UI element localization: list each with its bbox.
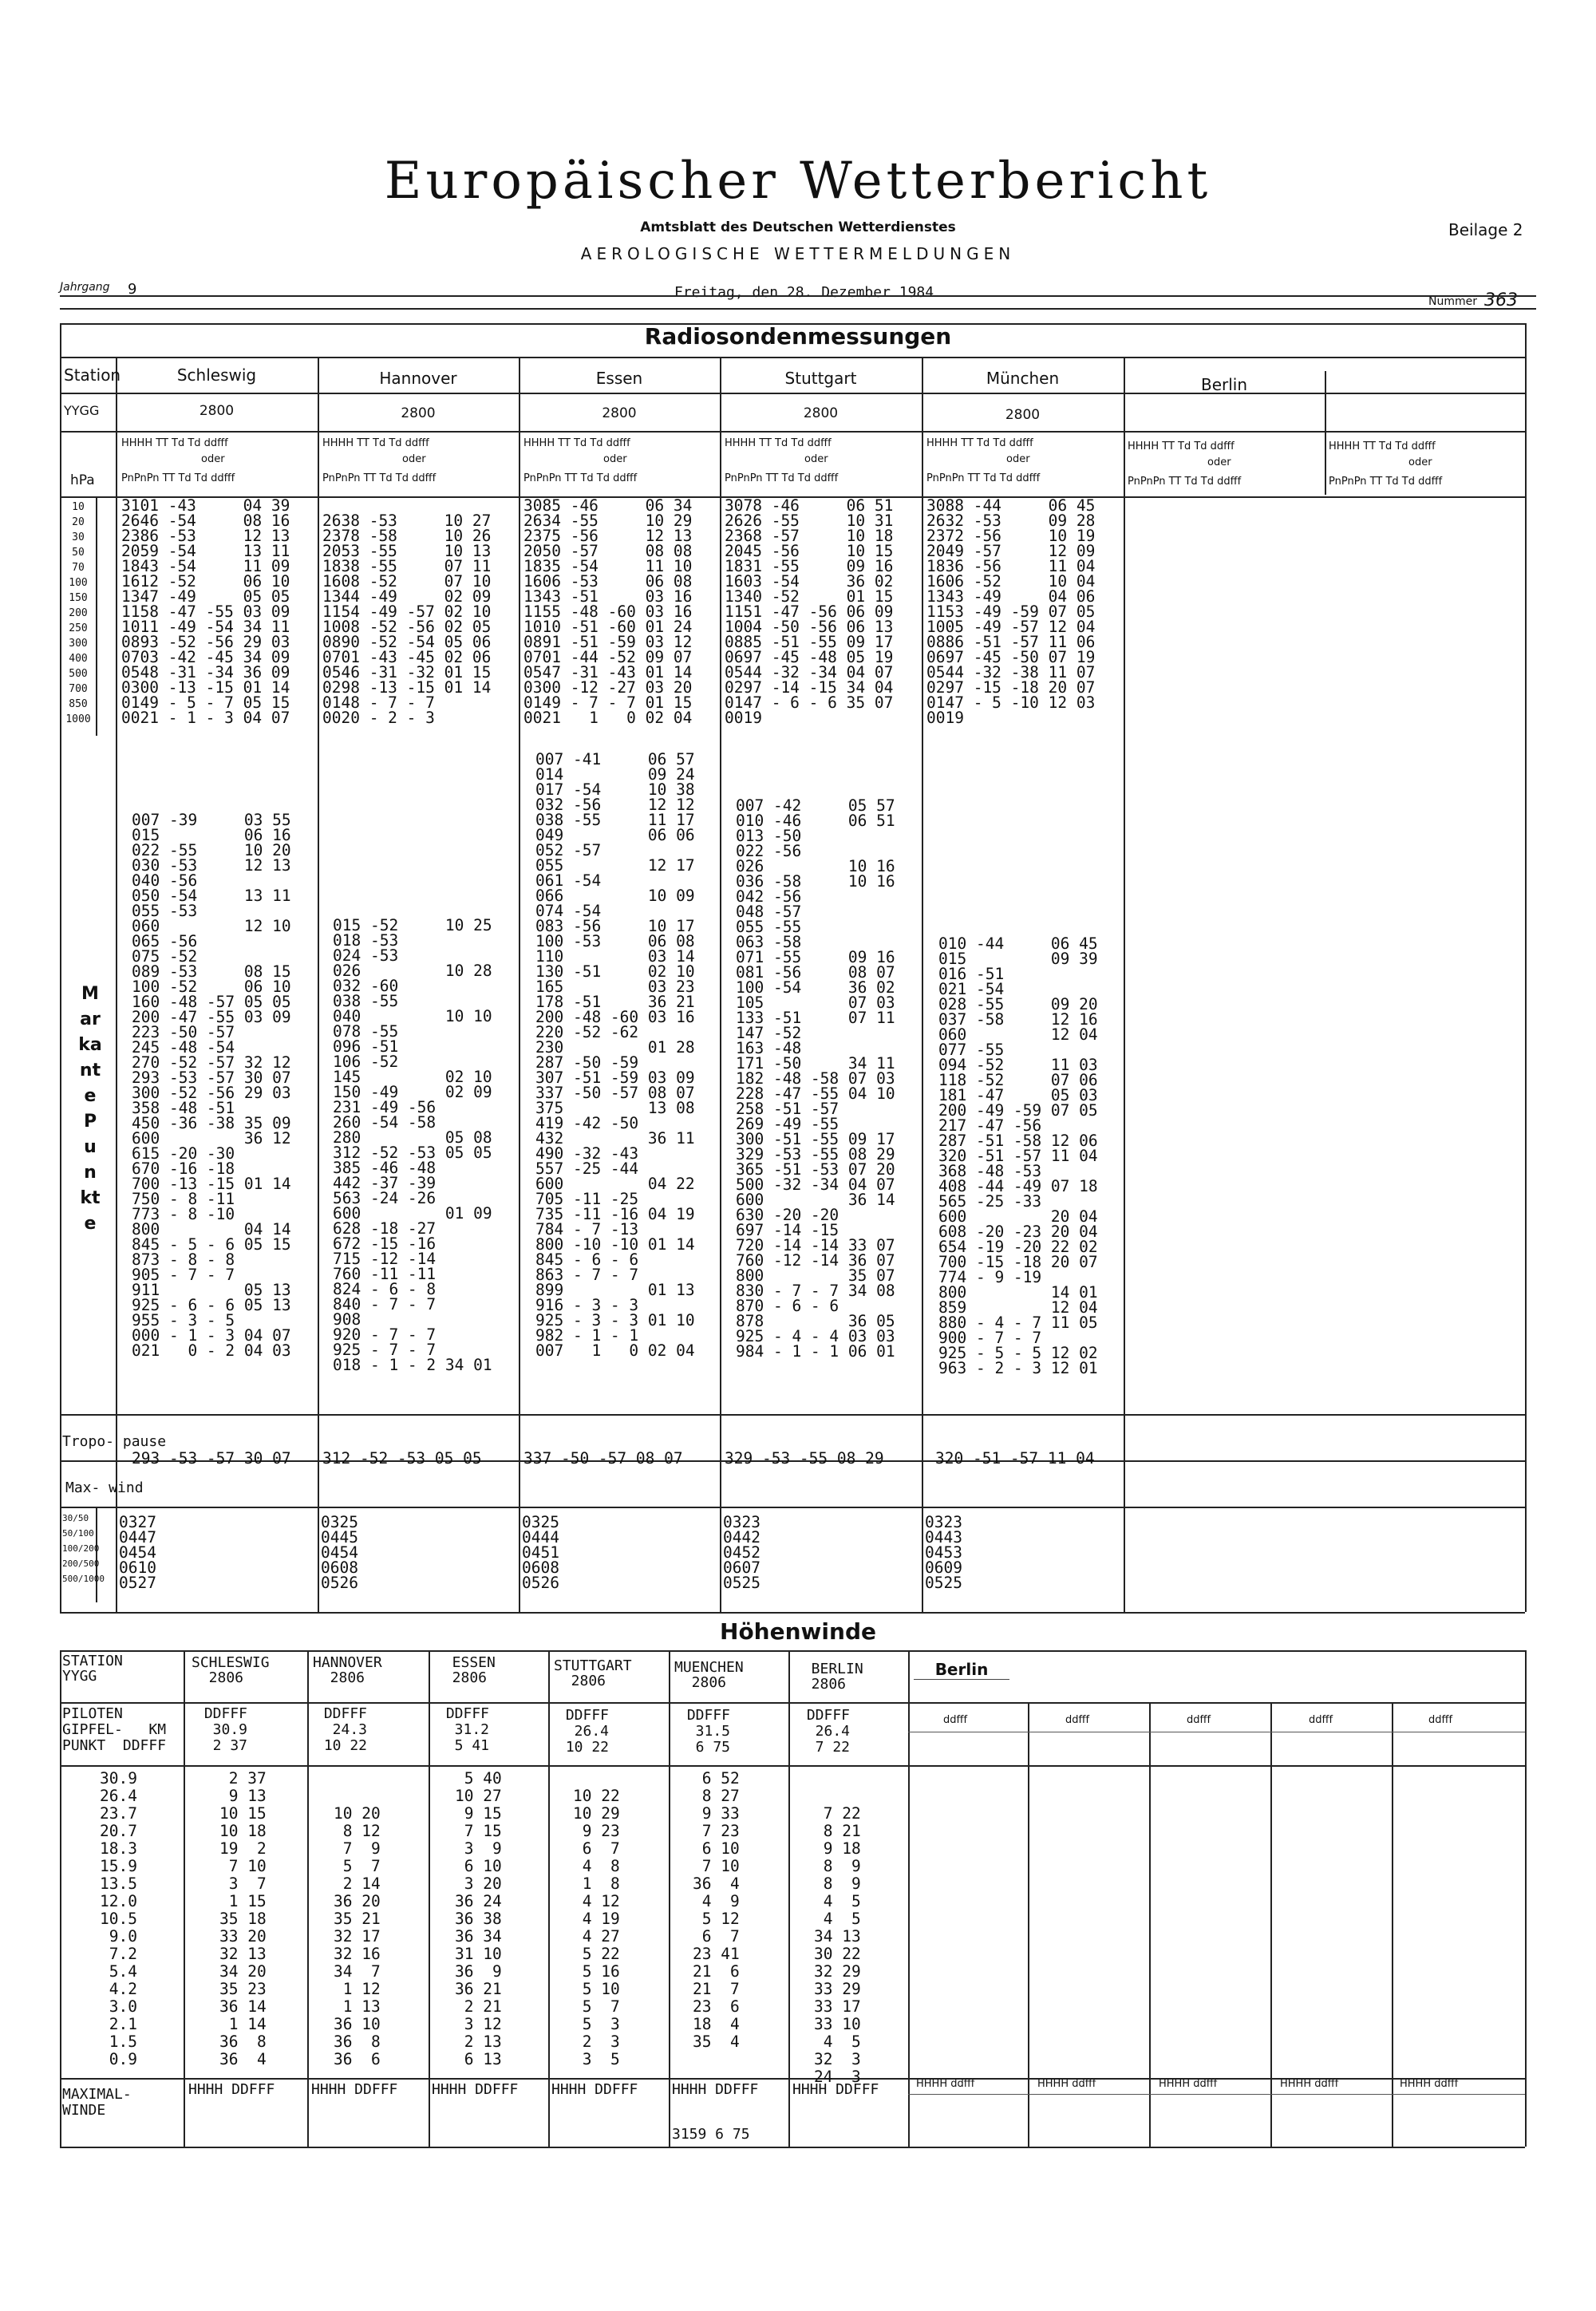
col-header: HHHH TT Td Td ddfff <box>1128 440 1235 452</box>
col-header: HHHH TT Td Td ddfff <box>926 437 1033 449</box>
table-rule <box>60 1702 1525 1704</box>
yygg-hannover: 2800 <box>401 405 436 421</box>
col-rule <box>788 1650 790 2147</box>
max-col-header: HHHH DDFFF <box>432 2081 519 2098</box>
maxwind-essen: 0325 0444 0451 0608 0526 <box>522 1513 559 1592</box>
aerologische-heading: AEROLOGISCHE WETTERMELDUNGEN <box>580 244 1016 263</box>
maximal-label: MAXIMAL- WINDE <box>62 2086 132 2119</box>
max-col-header: HHHH DDFFF <box>672 2081 759 2098</box>
hpa-rule <box>96 496 97 736</box>
max-col-header: HHHH DDFFF <box>188 2081 275 2098</box>
station-label: STATION YYGG <box>62 1653 123 1685</box>
nummer-value: 363 <box>1484 290 1518 310</box>
col-rule <box>116 357 117 1612</box>
max-berlin-header: HHHH ddfff <box>1280 2078 1339 2090</box>
col-header: PnPnPn TT Td Td ddfff <box>523 472 638 484</box>
table-rule <box>60 431 1525 433</box>
max-muenchen-value: 3159 6 75 <box>672 2126 750 2143</box>
table-border <box>60 323 1525 325</box>
col-header-oder: oder <box>1006 453 1030 465</box>
tropo-hannover: 312 -52 -53 05 05 <box>322 1449 482 1468</box>
maxwind-levels: 30/50 50/100 100/200 200/500 500/1000 <box>62 1513 105 1584</box>
table-border <box>1525 323 1527 1612</box>
gipfel-essen: DDFFF 31.2 5 41 <box>445 1705 490 1754</box>
nummer-label: Nummer <box>1428 295 1477 308</box>
col-header: PnPnPn TT Td Td ddfff <box>322 472 437 484</box>
col-header: PnPnPn TT Td Td ddfff <box>1128 476 1242 488</box>
col-header: HHHH TT Td Td ddfff <box>725 437 832 449</box>
col-rule <box>1392 1702 1393 2147</box>
table-rule <box>60 1612 1525 1614</box>
std-essen: 3085 -46 06 34 2634 -55 10 29 2375 -56 12 13 2050 -57 08 08 1835 -54 11 10 1606 -53 06 08 1343 -51 03 16 1155 -48 -60 03 16 1010 -51 -60 01 24 0891 -51 -59 03 12 0701 -44 -52 09 07 0547 -31 -43 01 14 0300 -12 -27 03 20 0149 - 7 - 7 01 15 0021 1 0 02 04 <box>523 496 693 727</box>
col-rule <box>318 357 319 1612</box>
yygg-muenchen: 2800 <box>1005 407 1041 423</box>
hw-station-schleswig: SCHLESWIG 2806 <box>192 1654 270 1686</box>
max-berlin-header: HHHH ddfff <box>1400 2078 1459 2090</box>
piloten-label: PILOTEN GIPFEL- KM PUNKT DDFFF <box>62 1705 167 1754</box>
table-rule <box>60 2147 1525 2148</box>
hw-winds-hannover: 10 20 8 12 7 9 5 7 2 14 36 20 35 21 32 17 32 16 34 7 1 12 1 13 36 10 36 8 36 6 <box>334 1804 381 2068</box>
hw-heights: 30.9 26.4 23.7 20.7 18.3 15.9 13.5 12.0 10.5 9.0 7.2 5.4 4.2 3.0 2.1 1.5 0.9 <box>100 1769 137 2068</box>
tropo-label: Tropo- pause <box>62 1433 167 1450</box>
gipfel-berlin: DDFFF 26.4 7 22 <box>806 1707 851 1756</box>
maxwind-stuttgart: 0323 0442 0452 0607 0525 <box>723 1513 760 1592</box>
berlin-col-ddfff: ddfff <box>1065 1714 1090 1726</box>
hw-station-muenchen: MUENCHEN 2806 <box>674 1659 744 1691</box>
max-col-header: HHHH DDFFF <box>311 2081 398 2098</box>
issue-date: Freitag, den 28. Dezember 1984 <box>674 284 934 301</box>
hw-winds-essen: 5 40 10 27 9 15 7 15 3 9 6 10 3 20 36 24 36 38 36 34 31 10 36 9 36 21 2 21 3 12 2 13 6 13 <box>455 1769 502 2068</box>
station-schleswig: Schleswig <box>176 365 257 385</box>
col-header-oder: oder <box>1408 456 1432 468</box>
station-stuttgart: Stuttgart <box>784 369 857 388</box>
col-header: HHHH TT Td Td ddfff <box>121 437 228 449</box>
berlin-sub-rule <box>908 2094 1525 2095</box>
hw-winds-berlin: 7 22 8 21 9 18 8 9 8 9 4 5 4 5 34 13 30 22 32 29 33 29 33 17 33 10 4 5 32 3 24 3 <box>814 1804 861 2086</box>
radiosonde-title: Radiosondenmessungen <box>644 323 952 350</box>
max-berlin-header: HHHH ddfff <box>1037 2078 1096 2090</box>
col-header: HHHH TT Td Td ddfff <box>322 437 429 449</box>
maxwind-hannover: 0325 0445 0454 0608 0526 <box>321 1513 358 1592</box>
page-title: Europäischer Wetterbericht <box>384 152 1212 211</box>
table-border <box>60 323 61 1612</box>
tropo-essen: 337 -50 -57 08 07 <box>523 1449 683 1468</box>
sig-stuttgart: 007 -42 05 57 010 -46 06 51 013 -50 022 -56 026 10 16 036 -58 10 16 042 -56 048 -57 055 -55 063 -58 071 -55 09 16 081 -56 08 07 100 -54 36 02 105 07 03 133 -51 07 11 147 -52 163 -48 171 -50 34 11 182 -48 -58 07 03 228 -47 -55 04 10 258 -51 -57 269 -49 -55 300 -51 -55 09 17 329 -53 -55 08 29 365 -51 -53 07 20 500 -32 -34 04 07 600 36 14 630 -20 -20 697 -14 -15 720 -14 -14 33 07 760 -12 -14 36 07 800 35 07 830 - 7 - 7 34 08 870 - 6 - 6 878 36 05 925 - 4 - 4 03 03 984 - 1 - 1 06 01 <box>736 796 895 1361</box>
maxwind-muenchen: 0323 0443 0453 0609 0525 <box>925 1513 962 1592</box>
gipfel-schleswig: DDFFF 30.9 2 37 <box>203 1705 248 1754</box>
std-stuttgart: 3078 -46 06 51 2626 -55 10 31 2368 -57 10 18 2045 -56 10 15 1831 -55 09 16 1603 -54 36 02 1340 -52 01 15 1151 -47 -56 06 09 1004 -50 -56 06 13 0885 -51 -55 09 17 0697 -45 -48 05 19 0544 -32 -34 04 07 0297 -14 -15 34 04 0147 - 6 - 6 35 07 0019 <box>725 496 894 727</box>
table-rule <box>60 1414 1525 1416</box>
hw-winds-stuttgart: 10 22 10 29 9 23 6 7 4 8 1 8 4 12 4 19 4 27 5 22 5 16 5 10 5 7 5 3 2 3 3 5 <box>573 1787 620 2068</box>
col-header: HHHH TT Td Td ddfff <box>523 437 630 449</box>
col-rule <box>548 1650 550 2147</box>
table-rule <box>60 1507 1525 1508</box>
station-hannover: Hannover <box>379 369 457 388</box>
col-rule <box>184 1650 185 2147</box>
berlin-col-ddfff: ddfff <box>1309 1714 1333 1726</box>
gipfel-hannover: DDFFF 24.3 10 22 <box>323 1705 368 1754</box>
sig-muenchen: 010 -44 06 45 015 09 39 016 -51 021 -54 028 -55 09 20 037 -58 12 16 060 12 04 077 -55 094 -52 11 03 118 -52 07 06 181 -47 05 03 200 -49 -59 07 05 217 -47 -56 287 -51 -58 12 06 320 -51 -57 11 04 368 -48 -53 408 -44 -49 07 18 565 -25 -33 600 20 04 608 -20 -23 20 04 654 -19 -20 22 02 700 -15 -18 20 07 774 - 9 -19 800 14 01 859 12 04 880 - 4 - 7 11 05 900 - 7 - 7 925 - 5 - 5 12 02 963 - 2 - 3 12 01 <box>938 934 1098 1377</box>
sig-schleswig: 007 -39 03 55 015 06 16 022 -55 10 20 030 -53 12 13 040 -56 050 -54 13 11 055 -53 060 12 10 065 -56 075 -52 089 -53 08 15 100 -52 06 10 160 -48 -57 05 05 200 -47 -55 03 09 223 -50 -57 245 -48 -54 270 -52 -57 32 12 293 -53 -57 30 07 300 -52 -56 29 03 358 -48 -51 450 -36 -38 35 09 600 36 12 615 -20 -30 670 -16 -18 700 -13 -15 01 14 750 - 8 -11 773 - 8 -10 800 04 14 845 - 5 - 6 05 15 873 - 8 - 8 905 - 7 - 7 911 05 13 925 - 6 - 6 05 13 955 - 3 - 5 000 - 1 - 3 04 07 021 0 - 2 04 03 <box>132 811 291 1360</box>
col-header: PnPnPn TT Td Td ddfff <box>725 472 839 484</box>
table-rule <box>60 357 1525 358</box>
col-rule <box>429 1650 430 2147</box>
std-muenchen: 3088 -44 06 45 2632 -53 09 28 2372 -56 10 19 2049 -57 12 09 1836 -56 11 04 1606 -52 10 04 1343 -49 04 06 1153 -49 -59 07 05 1005 -49 -57 12 04 0886 -51 -57 11 06 0697 -45 -50 07 19 0544 -32 -38 11 07 0297 -15 -18 20 07 0147 - 5 -10 12 03 0019 <box>926 496 1096 727</box>
markante-punkte-label: Markante Punkte <box>78 984 103 1234</box>
col-rule <box>1325 371 1326 495</box>
hw-berlin-box: Berlin <box>914 1660 1009 1680</box>
hoehenwinde-title: Höhenwinde <box>720 1618 876 1645</box>
tropo-schleswig: 293 -53 -57 30 07 <box>132 1449 291 1468</box>
header-rule <box>60 295 1536 297</box>
table-border <box>60 1650 61 2147</box>
table-rule <box>60 1765 1525 1767</box>
hw-winds-schleswig: 2 37 9 13 10 15 10 18 19 2 7 10 3 7 1 15 35 18 33 20 32 13 34 20 35 23 36 14 1 14 36 8 36 4 <box>219 1769 267 2068</box>
berlin-col-ddfff: ddfff <box>1187 1714 1211 1726</box>
station-essen: Essen <box>595 369 643 388</box>
hw-station-essen: ESSEN 2806 <box>452 1654 496 1686</box>
max-col-header: HHHH DDFFF <box>792 2081 879 2098</box>
maxwind-label: Max- wind <box>65 1479 144 1496</box>
col-rule <box>519 357 520 1612</box>
col-header: HHHH TT Td Td ddfff <box>1329 440 1436 452</box>
beilage-label: Beilage 2 <box>1448 220 1523 239</box>
header-rule-2 <box>60 308 1536 310</box>
col-rule <box>922 357 923 1612</box>
col-rule <box>1124 357 1125 1612</box>
tropo-muenchen: 320 -51 -57 11 04 <box>935 1449 1095 1468</box>
hpa-label: hPa <box>70 472 95 488</box>
station-label: Station <box>64 365 121 385</box>
max-berlin-header: HHHH ddfff <box>916 2078 975 2090</box>
table-border <box>1525 1650 1527 2147</box>
table-rule <box>60 1650 1525 1652</box>
hw-station-stuttgart: STUTTGART 2806 <box>554 1657 632 1689</box>
std-schleswig: 3101 -43 04 39 2646 -54 08 16 2386 -53 12 13 2059 -54 13 11 1843 -54 11 09 1612 -52 06 10 1347 -49 05 05 1158 -47 -55 03 09 1011 -49 -54 34 11 0893 -52 -56 29 03 0703 -42 -45 34 09 0548 -31 -34 36 09 0300 -13 -15 01 14 0149 - 5 - 7 05 15 0021 - 1 - 3 04 07 <box>121 496 290 727</box>
max-col-header: HHHH DDFFF <box>551 2081 638 2098</box>
yygg-label: YYGG <box>64 403 100 418</box>
berlin-col-ddfff: ddfff <box>943 1714 968 1726</box>
col-header-oder: oder <box>1207 456 1231 468</box>
yygg-essen: 2800 <box>602 405 637 421</box>
station-muenchen: München <box>986 369 1060 388</box>
col-header-oder: oder <box>804 453 828 465</box>
sig-essen: 007 -41 06 57 014 09 24 017 -54 10 38 032 -56 12 12 038 -55 11 17 049 06 06 052 -57 055 12 17 061 -54 066 10 09 074 -54 083 -56 10 17 100 -53 06 08 110 03 14 130 -51 02 10 165 03 23 178 -51 36 21 200 -48 -60 03 16 220 -52 -62 230 01 28 287 -50 -59 307 -51 -59 03 09 337 -50 -57 08 07 375 13 08 419 -42 -50 432 36 11 490 -32 -43 557 -25 -44 600 04 22 705 -11 -25 735 -11 -16 04 19 784 - 7 -13 800 -10 -10 01 14 845 - 6 - 6 863 - 7 - 7 899 01 13 916 - 3 - 3 925 - 3 - 3 01 10 982 - 1 - 1 007 1 0 02 04 <box>535 750 695 1360</box>
yygg-schleswig: 2800 <box>199 403 235 419</box>
gipfel-muenchen: DDFFF 31.5 6 75 <box>686 1707 731 1756</box>
col-rule <box>1028 1702 1029 2147</box>
sig-hannover: 015 -52 10 25 018 -53 024 -53 026 10 28 032 -60 038 -55 040 10 10 078 -55 096 -51 106 -52 145 02 10 150 -49 02 09 231 -49 -56 260 -54 -58 280 05 08 312 -52 -53 05 05 385 -46 -48 442 -37 -39 563 -24 -26 600 01 09 628 -18 -27 672 -15 -16 715 -12 -14 760 -11 -11 824 - 6 - 8 840 - 7 - 7 908 920 - 7 - 7 925 - 7 - 7 018 - 1 - 2 34 01 <box>333 916 492 1374</box>
max-berlin-header: HHHH ddfff <box>1159 2078 1218 2090</box>
hw-winds-muenchen: 6 52 8 27 9 33 7 23 6 10 7 10 36 4 4 9 5 12 6 7 23 41 21 6 21 7 23 6 18 4 35 4 <box>693 1769 740 2051</box>
tropo-stuttgart: 329 -53 -55 08 29 <box>725 1449 884 1468</box>
gipfel-stuttgart: DDFFF 26.4 10 22 <box>565 1707 610 1756</box>
col-rule <box>1149 1702 1151 2147</box>
col-header: PnPnPn TT Td Td ddfff <box>926 472 1041 484</box>
col-rule <box>908 1650 910 2147</box>
col-rule <box>1270 1702 1272 2147</box>
col-rule <box>720 357 721 1612</box>
maxwind-schleswig: 0327 0447 0454 0610 0527 <box>119 1513 156 1592</box>
col-rule <box>669 1650 670 2147</box>
jahrgang-label: Jahrgang <box>60 281 110 294</box>
hpa-levels: 10 20 30 50 70 100 150 200 250 300 400 500 700 850 1000 <box>65 501 91 725</box>
col-header: PnPnPn TT Td Td ddfff <box>121 472 235 484</box>
std-hannover: 2638 -53 10 27 2378 -58 10 26 2053 -55 10 13 1838 -55 07 11 1608 -52 07 10 1344 -49 02 09 1154 -49 -57 02 10 1008 -52 -56 02 05 0890 -52 -54 05 06 0701 -43 -45 02 06 0546 -31 -32 01 15 0298 -13 -15 01 14 0148 - 7 - 7 0020 - 2 - 3 <box>322 512 492 727</box>
subtitle: Amtsblatt des Deutschen Wetterdienstes <box>640 219 956 235</box>
jahrgang-value: 9 <box>128 281 137 298</box>
hw-station-hannover: HANNOVER 2806 <box>313 1654 382 1686</box>
yygg-stuttgart: 2800 <box>803 405 839 421</box>
col-header-oder: oder <box>201 453 225 465</box>
col-rule <box>307 1650 309 2147</box>
col-header-oder: oder <box>402 453 426 465</box>
berlin-col-ddfff: ddfff <box>1428 1714 1453 1726</box>
hw-station-berlin: BERLIN 2806 <box>811 1661 863 1693</box>
col-header-oder: oder <box>603 453 627 465</box>
col-header: PnPnPn TT Td Td ddfff <box>1329 476 1443 488</box>
station-berlin: Berlin <box>1200 375 1248 394</box>
